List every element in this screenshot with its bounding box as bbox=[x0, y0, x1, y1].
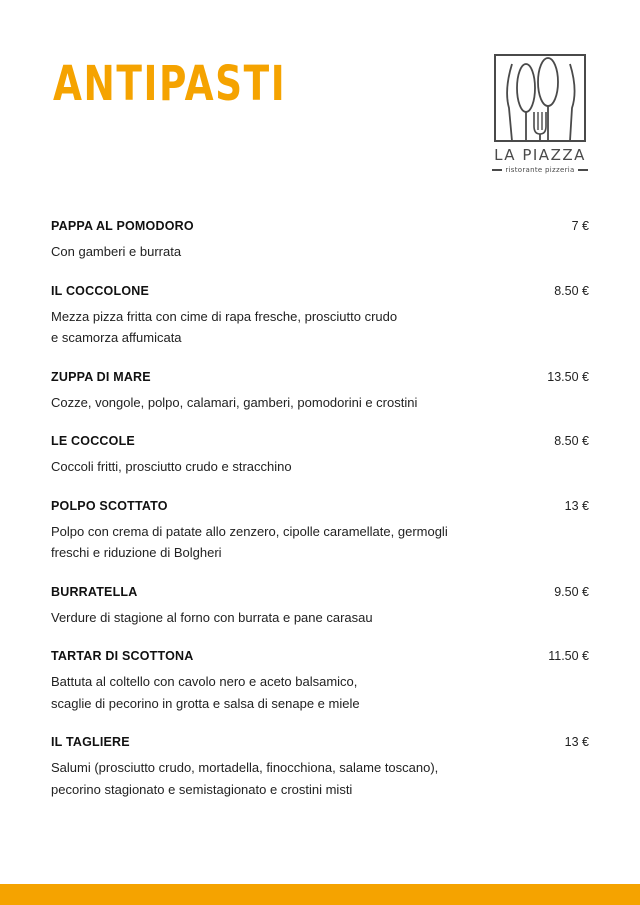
item-description bbox=[51, 241, 589, 263]
item-description-line: Mezza pizza fritta con cime di rapa fresche, prosciutto crudo bbox=[51, 308, 398, 324]
item-price: 8.50 € bbox=[554, 283, 589, 298]
page-title: ANTIPASTI bbox=[53, 56, 287, 112]
item-name: ZUPPA DI MARE bbox=[51, 369, 151, 384]
item-description bbox=[51, 521, 589, 564]
item-name: LE COCCOLE bbox=[51, 434, 135, 448]
logo-subtitle: ristorante pizzeria bbox=[505, 166, 575, 174]
menu-item bbox=[51, 370, 589, 414]
fork-spoon-knife-logo-icon bbox=[490, 50, 590, 146]
item-description bbox=[51, 671, 589, 714]
item-description bbox=[51, 757, 589, 800]
item-description bbox=[51, 456, 589, 478]
item-description bbox=[51, 392, 589, 414]
item-price: 13.50 € bbox=[547, 369, 589, 384]
logo-dash bbox=[492, 169, 502, 171]
item-description-line: Polpo con crema di patate allo zenzero, cipolle caramellate, germogli bbox=[51, 523, 448, 539]
menu-item bbox=[51, 499, 589, 564]
logo-dash bbox=[578, 169, 588, 171]
item-name: TARTAR DI SCOTTONA bbox=[51, 649, 194, 663]
menu-item bbox=[51, 735, 589, 800]
item-price: 11.50 € bbox=[548, 649, 589, 663]
item-name: IL COCCOLONE bbox=[51, 283, 150, 298]
menu-list bbox=[51, 219, 589, 821]
item-name: PAPPA AL POMODORO bbox=[51, 219, 194, 233]
logo-name: LA PIAZZA bbox=[494, 146, 586, 164]
item-description bbox=[51, 306, 589, 349]
menu-item bbox=[51, 585, 589, 629]
menu-item bbox=[51, 649, 589, 714]
item-description-line: Cozze, vongole, polpo, calamari, gamberi, pomodorini e crostini bbox=[51, 394, 418, 410]
item-description-line: Coccoli fritti, prosciutto crudo e stracchino bbox=[51, 459, 292, 474]
item-name: BURRATELLA bbox=[51, 584, 138, 599]
item-description-line: Battuta al coltello con cavolo nero e aceto balsamico, bbox=[51, 674, 358, 689]
item-description-line: pecorino stagionato e semistagionato e crostini misti bbox=[51, 781, 353, 797]
item-price: 7 € bbox=[571, 219, 589, 233]
item-name: POLPO SCOTTATO bbox=[51, 498, 168, 513]
item-description-line: Salumi (prosciutto crudo, mortadella, finocchiona, salame toscano), bbox=[51, 760, 439, 775]
item-description-line: Verdure di stagione al forno con burrata e pane carasau bbox=[51, 609, 373, 625]
menu-item bbox=[51, 284, 589, 349]
logo-subtitle-row bbox=[490, 166, 590, 174]
footer-accent-bar bbox=[0, 884, 640, 905]
item-price: 9.50 € bbox=[554, 584, 589, 599]
menu-item bbox=[51, 434, 589, 478]
item-description bbox=[51, 607, 589, 629]
menu-item bbox=[51, 219, 589, 263]
item-description-line: Con gamberi e burrata bbox=[51, 244, 182, 259]
item-price: 13 € bbox=[564, 735, 589, 749]
restaurant-logo bbox=[490, 50, 590, 180]
item-description-line: e scamorza affumicata bbox=[51, 330, 182, 345]
item-description-line: freschi e riduzione di Bolgheri bbox=[51, 545, 222, 560]
item-price: 8.50 € bbox=[554, 434, 589, 448]
item-name: IL TAGLIERE bbox=[51, 735, 130, 749]
item-description-line: scaglie di pecorino in grotta e salsa di senape e miele bbox=[51, 695, 360, 711]
item-price: 13 € bbox=[564, 498, 589, 513]
